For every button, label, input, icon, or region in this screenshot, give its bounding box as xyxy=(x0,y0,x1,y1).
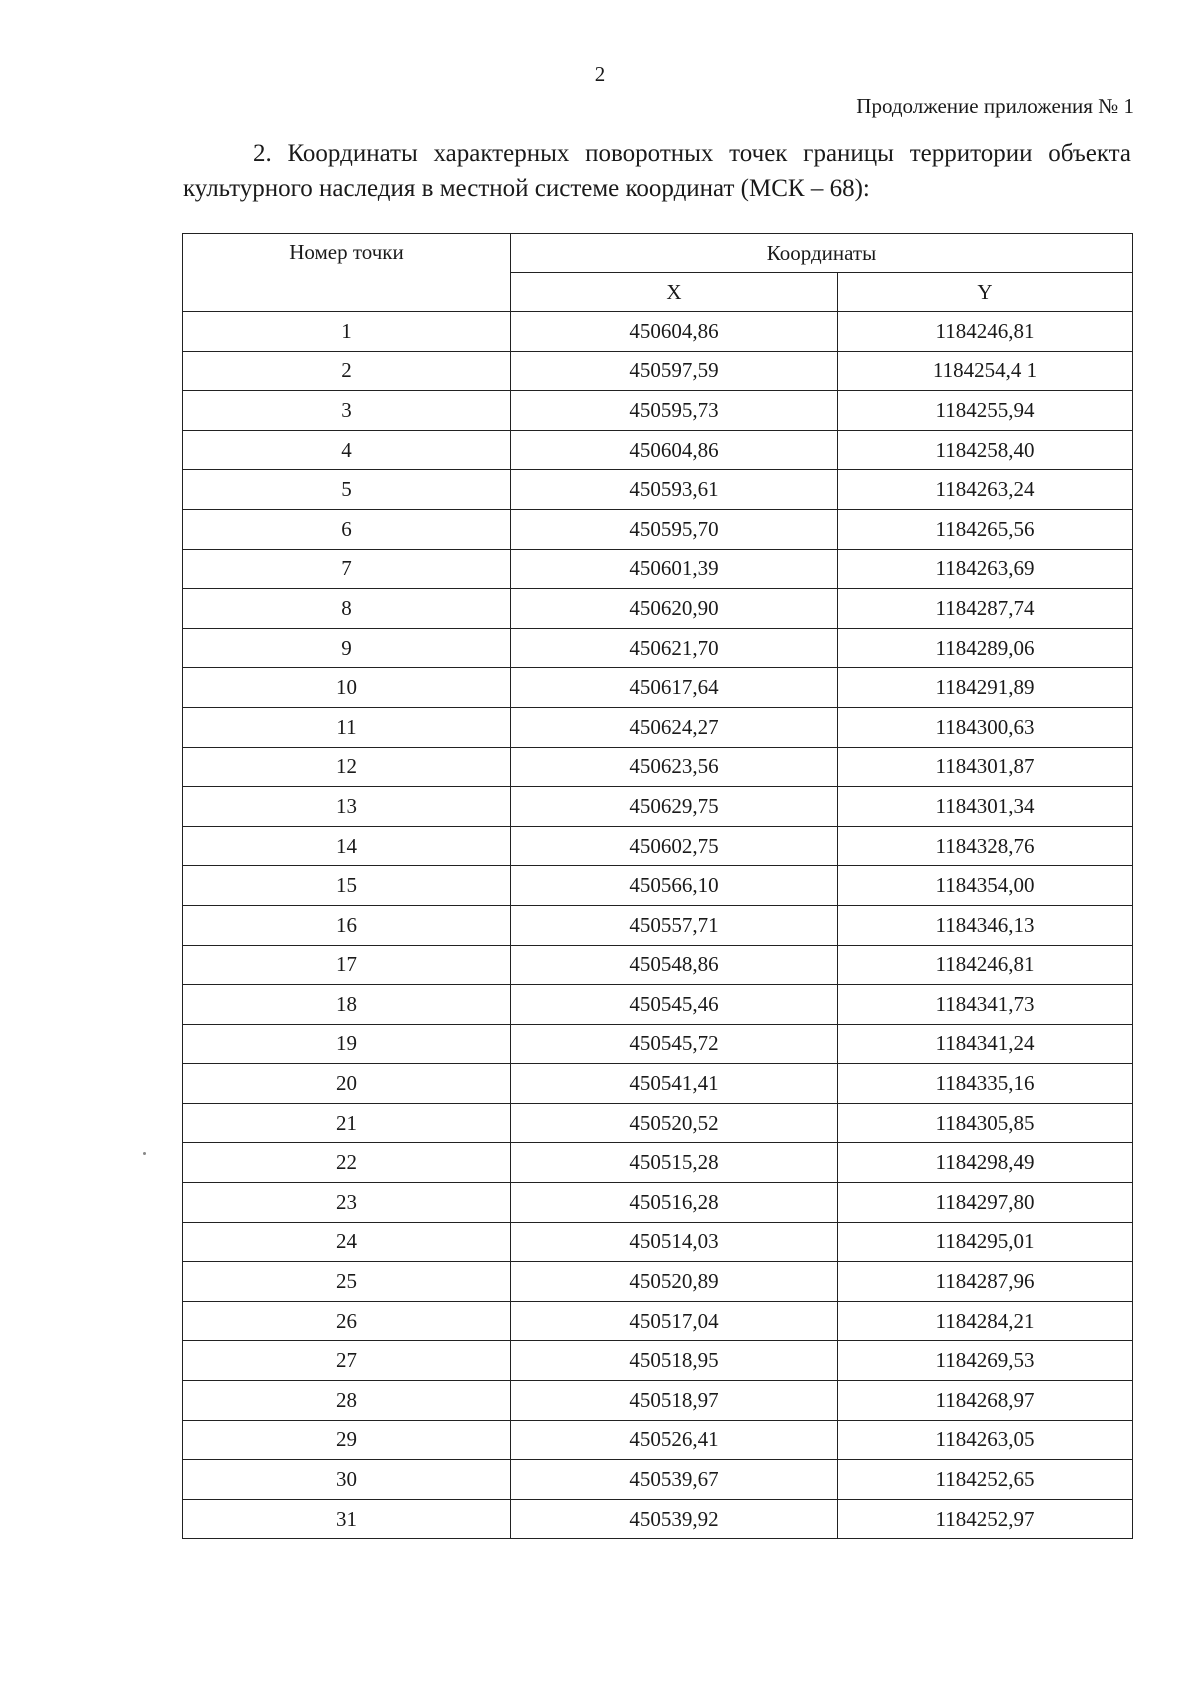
point-number-cell: 19 xyxy=(183,1024,511,1064)
x-coordinate-cell: 450597,59 xyxy=(511,351,838,391)
y-coordinate-cell: 1184335,16 xyxy=(838,1064,1133,1104)
table-row xyxy=(183,1301,1133,1341)
table-row xyxy=(183,826,1133,866)
table-row xyxy=(183,1183,1133,1223)
header-coordinates: Координаты xyxy=(511,234,1133,273)
table-row xyxy=(183,470,1133,510)
x-coordinate-cell: 450518,97 xyxy=(511,1381,838,1421)
point-number-cell: 3 xyxy=(183,391,511,431)
point-number-cell: 14 xyxy=(183,826,511,866)
y-coordinate-cell: 1184354,00 xyxy=(838,866,1133,906)
table-row xyxy=(183,1222,1133,1262)
y-coordinate-cell: 1184263,05 xyxy=(838,1420,1133,1460)
x-coordinate-cell: 450515,28 xyxy=(511,1143,838,1183)
x-coordinate-cell: 450595,70 xyxy=(511,509,838,549)
table-row xyxy=(183,312,1133,352)
y-coordinate-cell: 1184289,06 xyxy=(838,628,1133,668)
point-number-cell: 5 xyxy=(183,470,511,510)
y-coordinate-cell: 1184265,56 xyxy=(838,509,1133,549)
x-coordinate-cell: 450516,28 xyxy=(511,1183,838,1223)
y-coordinate-cell: 1184346,13 xyxy=(838,905,1133,945)
appendix-label: Продолжение приложения № 1 xyxy=(856,94,1134,118)
coordinates-table xyxy=(182,233,1133,1539)
table-row xyxy=(183,905,1133,945)
table-row xyxy=(183,707,1133,747)
point-number-cell: 2 xyxy=(183,351,511,391)
x-coordinate-cell: 450602,75 xyxy=(511,826,838,866)
y-coordinate-cell: 1184255,94 xyxy=(838,391,1133,431)
point-number-cell: 16 xyxy=(183,905,511,945)
y-coordinate-cell: 1184291,89 xyxy=(838,668,1133,708)
table-row xyxy=(183,1262,1133,1302)
header-x: X xyxy=(511,273,838,312)
table-row xyxy=(183,747,1133,787)
point-number-cell: 1 xyxy=(183,312,511,352)
x-coordinate-cell: 450520,52 xyxy=(511,1103,838,1143)
x-coordinate-cell: 450541,41 xyxy=(511,1064,838,1104)
x-coordinate-cell: 450620,90 xyxy=(511,589,838,629)
x-coordinate-cell: 450621,70 xyxy=(511,628,838,668)
point-number-cell: 24 xyxy=(183,1222,511,1262)
table-row xyxy=(183,1499,1133,1539)
point-number-cell: 15 xyxy=(183,866,511,906)
x-coordinate-cell: 450539,92 xyxy=(511,1499,838,1539)
x-coordinate-cell: 450517,04 xyxy=(511,1301,838,1341)
x-coordinate-cell: 450595,73 xyxy=(511,391,838,431)
table-header xyxy=(183,234,1133,312)
point-number-cell: 21 xyxy=(183,1103,511,1143)
x-coordinate-cell: 450518,95 xyxy=(511,1341,838,1381)
y-coordinate-cell: 1184298,49 xyxy=(838,1143,1133,1183)
point-number-cell: 26 xyxy=(183,1301,511,1341)
x-coordinate-cell: 450545,46 xyxy=(511,985,838,1025)
table-row xyxy=(183,668,1133,708)
y-coordinate-cell: 1184301,87 xyxy=(838,747,1133,787)
table-row xyxy=(183,1341,1133,1381)
y-coordinate-cell: 1184252,97 xyxy=(838,1499,1133,1539)
y-coordinate-cell: 1184295,01 xyxy=(838,1222,1133,1262)
table-row xyxy=(183,1420,1133,1460)
point-number-cell: 28 xyxy=(183,1381,511,1421)
x-coordinate-cell: 450557,71 xyxy=(511,905,838,945)
y-coordinate-cell: 1184284,21 xyxy=(838,1301,1133,1341)
y-coordinate-cell: 1184301,34 xyxy=(838,787,1133,827)
header-point-number: Номер точки xyxy=(183,234,511,312)
y-coordinate-cell: 1184246,81 xyxy=(838,945,1133,985)
y-coordinate-cell: 1184268,97 xyxy=(838,1381,1133,1421)
table-row xyxy=(183,589,1133,629)
y-coordinate-cell: 1184300,63 xyxy=(838,707,1133,747)
point-number-cell: 18 xyxy=(183,985,511,1025)
x-coordinate-cell: 450548,86 xyxy=(511,945,838,985)
y-coordinate-cell: 1184263,24 xyxy=(838,470,1133,510)
table-row xyxy=(183,866,1133,906)
table-row xyxy=(183,1460,1133,1500)
y-coordinate-cell: 1184297,80 xyxy=(838,1183,1133,1223)
point-number-cell: 27 xyxy=(183,1341,511,1381)
table-row xyxy=(183,787,1133,827)
x-coordinate-cell: 450593,61 xyxy=(511,470,838,510)
point-number-cell: 30 xyxy=(183,1460,511,1500)
x-coordinate-cell: 450604,86 xyxy=(511,430,838,470)
point-number-cell: 7 xyxy=(183,549,511,589)
x-coordinate-cell: 450624,27 xyxy=(511,707,838,747)
point-number-cell: 20 xyxy=(183,1064,511,1104)
table-row xyxy=(183,430,1133,470)
section-heading: 2. Координаты характерных поворотных точек границы территории объекта культурного наследия в местной системе координат (МСК – 68): xyxy=(183,140,1131,202)
y-coordinate-cell: 1184246,81 xyxy=(838,312,1133,352)
point-number-cell: 11 xyxy=(183,707,511,747)
point-number-cell: 4 xyxy=(183,430,511,470)
x-coordinate-cell: 450514,03 xyxy=(511,1222,838,1262)
x-coordinate-cell: 450623,56 xyxy=(511,747,838,787)
header-y: Y xyxy=(838,273,1133,312)
x-coordinate-cell: 450601,39 xyxy=(511,549,838,589)
table-row xyxy=(183,1143,1133,1183)
x-coordinate-cell: 450526,41 xyxy=(511,1420,838,1460)
table-row xyxy=(183,628,1133,668)
y-coordinate-cell: 1184287,96 xyxy=(838,1262,1133,1302)
y-coordinate-cell: 1184305,85 xyxy=(838,1103,1133,1143)
point-number-cell: 23 xyxy=(183,1183,511,1223)
scan-speck xyxy=(143,1152,146,1155)
table-row xyxy=(183,1103,1133,1143)
point-number-cell: 29 xyxy=(183,1420,511,1460)
point-number-cell: 12 xyxy=(183,747,511,787)
table-row xyxy=(183,945,1133,985)
point-number-cell: 31 xyxy=(183,1499,511,1539)
table-row xyxy=(183,391,1133,431)
table-row xyxy=(183,1024,1133,1064)
point-number-cell: 10 xyxy=(183,668,511,708)
x-coordinate-cell: 450520,89 xyxy=(511,1262,838,1302)
point-number-cell: 13 xyxy=(183,787,511,827)
y-coordinate-cell: 1184269,53 xyxy=(838,1341,1133,1381)
table-row xyxy=(183,1381,1133,1421)
y-coordinate-cell: 1184258,40 xyxy=(838,430,1133,470)
y-coordinate-cell: 1184263,69 xyxy=(838,549,1133,589)
table-row xyxy=(183,985,1133,1025)
point-number-cell: 9 xyxy=(183,628,511,668)
table-row xyxy=(183,1064,1133,1104)
table-body xyxy=(183,312,1133,1539)
y-coordinate-cell: 1184341,73 xyxy=(838,985,1133,1025)
point-number-cell: 6 xyxy=(183,509,511,549)
table-row xyxy=(183,351,1133,391)
point-number-cell: 25 xyxy=(183,1262,511,1302)
y-coordinate-cell: 1184252,65 xyxy=(838,1460,1133,1500)
x-coordinate-cell: 450566,10 xyxy=(511,866,838,906)
y-coordinate-cell: 1184341,24 xyxy=(838,1024,1133,1064)
table-row xyxy=(183,509,1133,549)
y-coordinate-cell: 1184254,4 1 xyxy=(838,351,1133,391)
page-number: 2 xyxy=(594,62,606,86)
x-coordinate-cell: 450545,72 xyxy=(511,1024,838,1064)
point-number-cell: 17 xyxy=(183,945,511,985)
x-coordinate-cell: 450539,67 xyxy=(511,1460,838,1500)
point-number-cell: 8 xyxy=(183,589,511,629)
y-coordinate-cell: 1184287,74 xyxy=(838,589,1133,629)
x-coordinate-cell: 450604,86 xyxy=(511,312,838,352)
x-coordinate-cell: 450617,64 xyxy=(511,668,838,708)
table-row xyxy=(183,549,1133,589)
x-coordinate-cell: 450629,75 xyxy=(511,787,838,827)
y-coordinate-cell: 1184328,76 xyxy=(838,826,1133,866)
point-number-cell: 22 xyxy=(183,1143,511,1183)
